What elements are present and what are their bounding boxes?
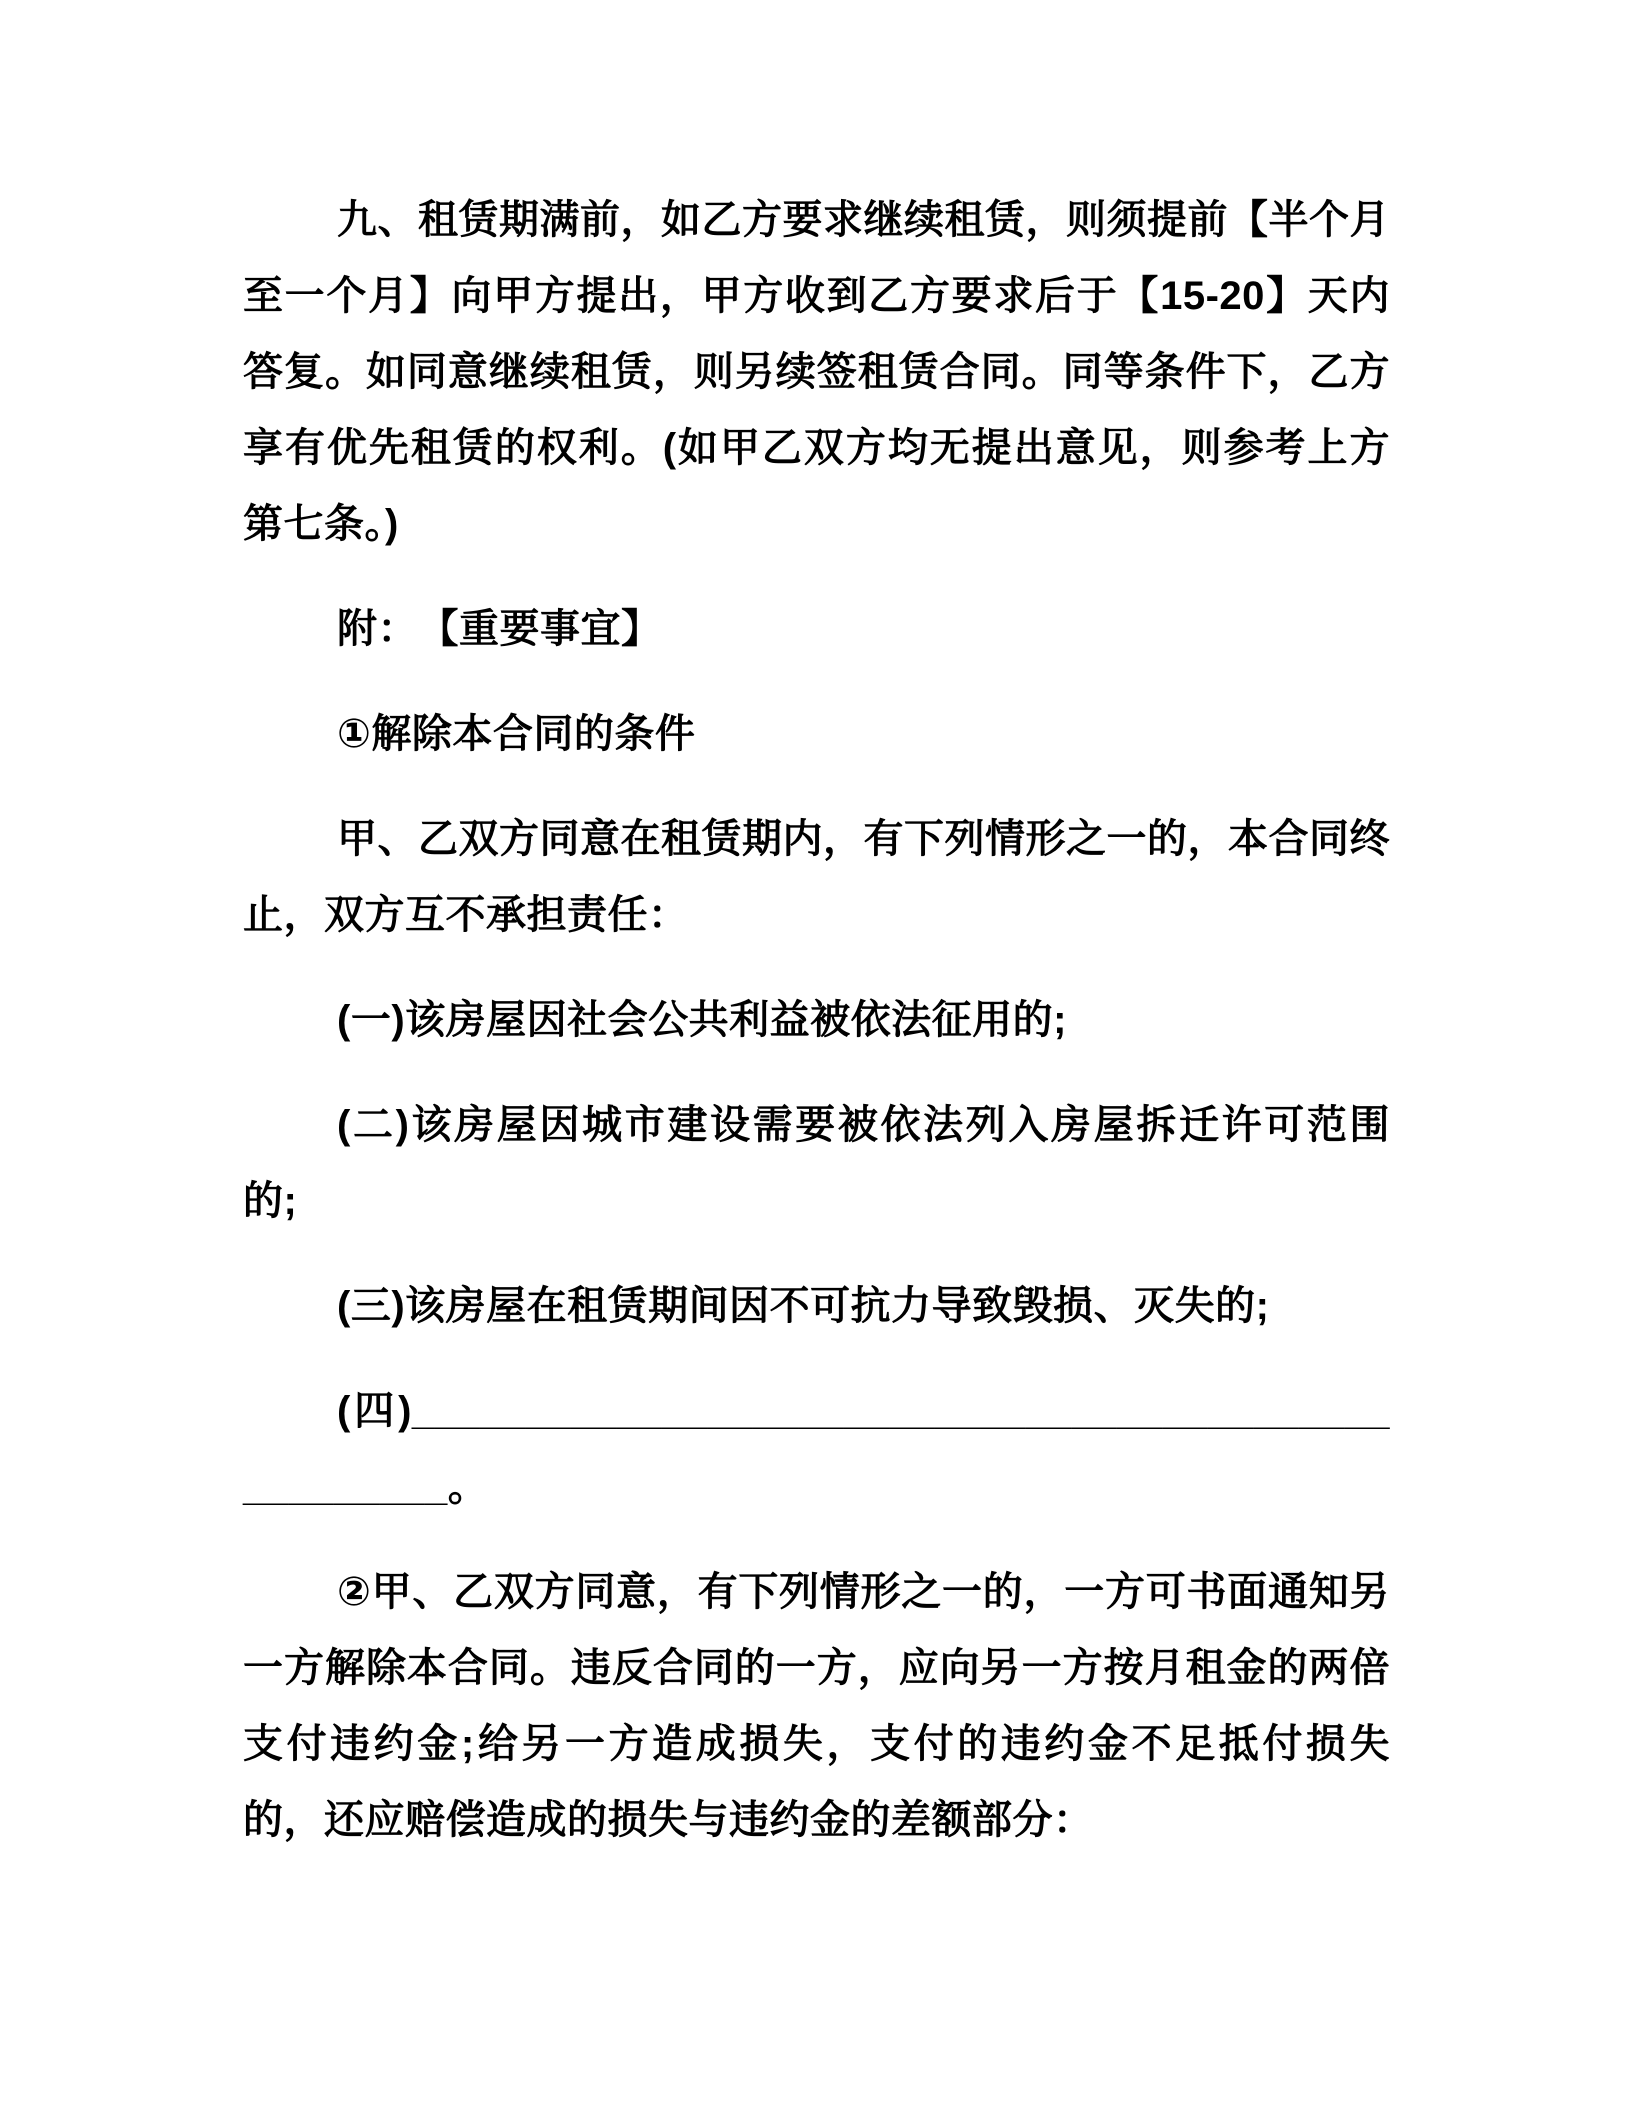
paragraph-item-1-heading: ①解除本合同的条件 (337, 712, 696, 756)
paragraph-item-2-breach: ②甲、乙双方同意，有下列情形之一的，一方可书面通知另一方解除本合同。违反合同的一方，应向另一方按月租金的两倍支付违约金;给另一方造成损失，支付的违约金不足抵付损失的，还应赔偿造成的损失与违约金的差额部分： (243, 1570, 1390, 1842)
paragraph-appendix-heading: 附： 【重要事宜】 (337, 607, 662, 651)
paragraph-clause-9: 九、租赁期满前，如乙方要求继续租赁，则须提前【半个月至一个月】向甲方提出，甲方收到乙方要求后于【15-20】天内答复。如同意继续租赁，则另续签租赁合同。同等条件下，乙方享有优先租赁的权利。(如甲乙双方均无提出意见，则参考上方第七条。) (243, 198, 1390, 546)
paragraph-condition-2: (二)该房屋因城市建设需要被依法列入房屋拆迁许可范围的; (243, 1103, 1390, 1223)
paragraph-condition-3: (三)该房屋在租赁期间因不可抗力导致毁损、灭失的; (337, 1284, 1270, 1328)
paragraph-condition-1: (一)该房屋因社会公共利益被依法征用的; (337, 998, 1067, 1042)
paragraph-condition-4-blank-line: (四)____________________________________________________。 (243, 1389, 1390, 1509)
paragraph-termination-intro: 甲、乙双方同意在租赁期内，有下列情形之一的，本合同终止，双方互不承担责任： (243, 817, 1390, 937)
